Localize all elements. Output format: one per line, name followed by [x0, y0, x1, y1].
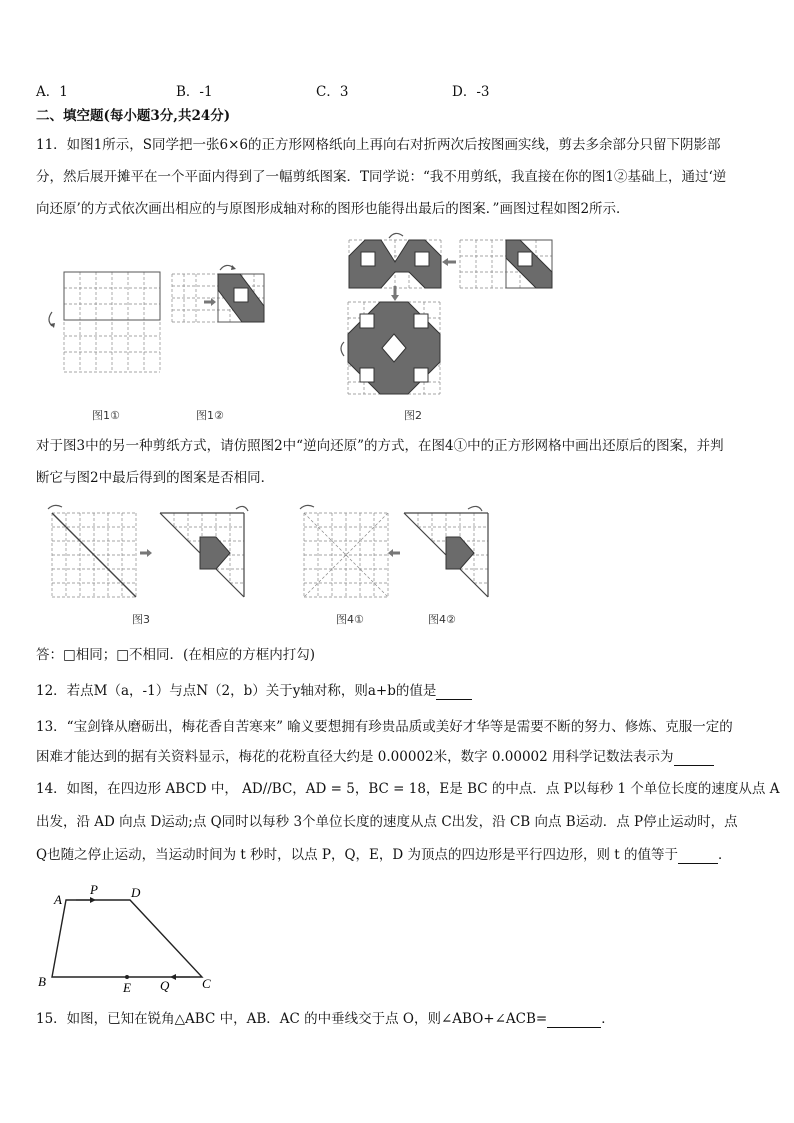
point-e [125, 975, 129, 979]
q14-answer-blank[interactable] [678, 849, 718, 864]
label-a: A [54, 892, 62, 907]
q14-line3: Q也随之停止运动，当运动时间为 t 秒时，以点 P，Q，E，D 为顶点的四边形是平行四边形，则 t 的值等于 [36, 847, 678, 863]
fig4a-caption: 图4① [336, 613, 364, 626]
fig3-caption: 图3 [132, 613, 150, 626]
q13-line1: 13．“宝剑锋从磨砺出，梅花香自苦寒来” 喻义要想拥有珍贵品质或美好才华等是需要不断的努力、修炼、克服一定的 [36, 719, 733, 735]
q14-line1: 14．如图，在四边形 ABCD 中， AD//BC，AD = 5，BC = 18，E是 BC 的中点．点 P以每秒 1 个单位长度的速度从点 A [36, 781, 780, 797]
fig2-caption: 图2 [404, 409, 422, 422]
q14-line2: 出发，沿 AD 向点 D运动;点 Q同时以每秒 3个单位长度的速度从点 C出发，沿 CB 向点 B运动．点 P停止运动时，点 [36, 814, 738, 830]
fig1a-caption: 图1① [92, 409, 120, 422]
figure-1-2 [160, 262, 270, 362]
q12-text: 12．若点M（a，-1）与点N（2，b）关于y轴对称，则a+b的值是 [36, 683, 437, 699]
label-c: C [202, 976, 211, 991]
label-e: E [123, 980, 131, 995]
q11-line3: 向还原’的方式依次画出相应的与原图形成轴对称的图形也能得出最后的图案．”画图过程如图2所示． [36, 201, 630, 217]
fig1b-caption: 图1② [196, 409, 224, 422]
q11-line1: 11．如图1所示，S同学把一张6×6的正方形网格纸向上再向右对折两次后按图画实线，剪去多余部分只留下阴影部 [36, 137, 721, 153]
choice-d: D．-3 [452, 84, 490, 100]
figure-2-start [456, 232, 556, 290]
figure-2-result [338, 298, 448, 398]
choice-b: B．-1 [176, 84, 213, 100]
q11-answer: 答：□相同；□不相同．(在相应的方框内打勾) [36, 647, 316, 663]
figure-1-1 [44, 262, 164, 382]
q15-text: 15．如图，已知在锐角△ABC 中，AB．AC 的中垂线交于点 O，则∠ABO+∠ACB= [36, 1011, 548, 1027]
q15-end: ． [601, 1011, 615, 1027]
q14-row [36, 846, 732, 864]
q15-answer-blank[interactable] [547, 1013, 601, 1028]
choice-c: C．3 [316, 84, 349, 100]
figure-2-step1 [345, 232, 445, 290]
label-b: B [38, 974, 46, 989]
trapezoid-abcd [52, 900, 202, 977]
q14-diagram [30, 880, 230, 998]
fig4b-caption: 图4② [428, 613, 456, 626]
q13-row [36, 748, 714, 766]
q15-row [36, 1010, 615, 1028]
section-title: 二、填空题(每小题3分,共24分) [36, 108, 231, 124]
figure-3 [44, 503, 252, 603]
label-d: D [131, 885, 141, 900]
label-q: Q [160, 978, 170, 993]
q11-line5: 断它与图2中最后得到的图案是否相同． [36, 470, 275, 486]
q12-answer-blank[interactable] [436, 685, 472, 700]
q12-row [36, 682, 472, 700]
q13-answer-blank[interactable] [674, 751, 714, 766]
q14-end: ． [718, 847, 732, 863]
q13-line2: 困难才能达到的据有关资料显示，梅花的花粉直径大约是 0.00002米，数字 0.00002 用科学记数法表示为 [36, 749, 674, 765]
label-p: P [90, 882, 98, 897]
q11-line2: 分，然后展开摊平在一个平面内得到了一幅剪纸图案．T同学说：“我不用剪纸，我直接在你的图1②基础上，通过‘逆 [36, 169, 727, 185]
q11-line4: 对于图3中的另一种剪纸方式，请仿照图2中“逆向还原”的方式，在图4①中的正方形网格中画出还原后的图案，并判 [36, 438, 724, 454]
figure-4 [296, 503, 496, 603]
choice-a: A．1 [36, 84, 68, 100]
